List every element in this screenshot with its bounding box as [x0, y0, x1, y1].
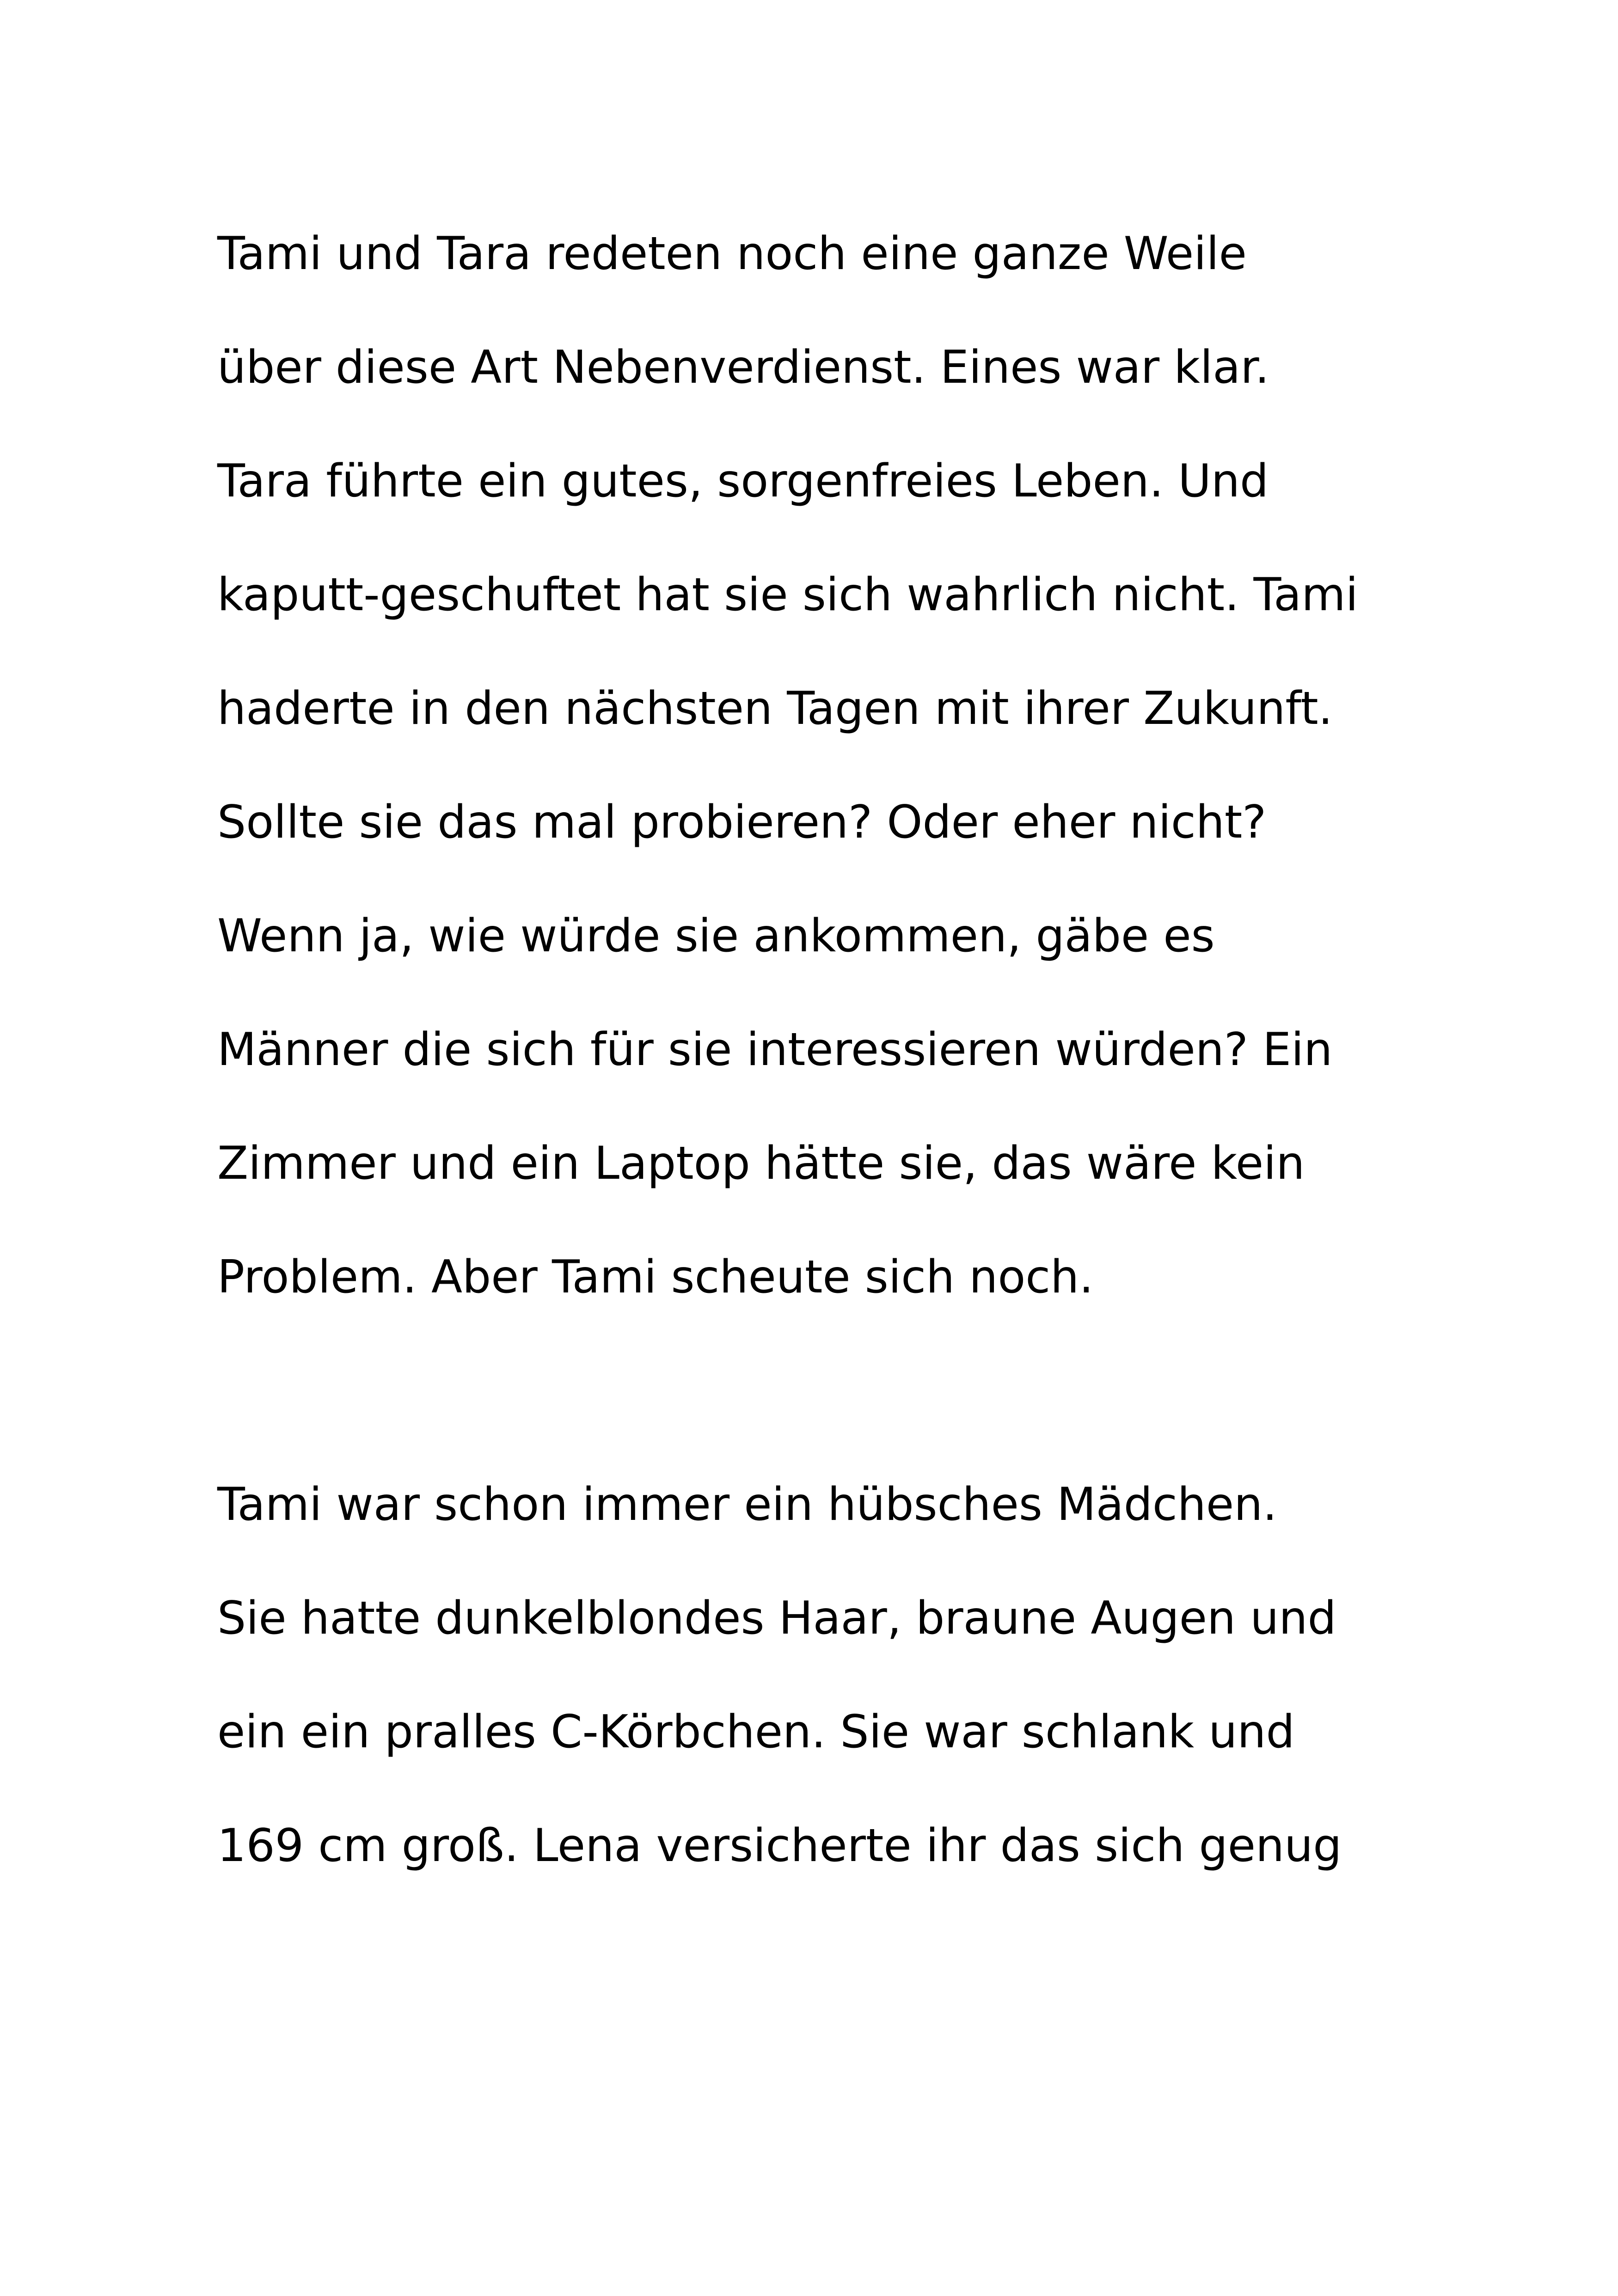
text-line: Männer die sich für sie interessieren würden? Ein [217, 1023, 1333, 1076]
text-line: Tami war schon immer ein hübsches Mädchen. [217, 1478, 1277, 1531]
text-line: Tara führte ein gutes, sorgenfreies Leben. Und [217, 455, 1269, 508]
text-line: kaputt-geschuftet hat sie sich wahrlich nicht. Tami [217, 569, 1358, 621]
text-line: ein ein pralles C-Körbchen. Sie war schlank und [217, 1706, 1295, 1758]
text-line: Problem. Aber Tami scheute sich noch. [217, 1251, 1094, 1304]
text-line: 169 cm groß. Lena versicherte ihr das sich genug [217, 1819, 1342, 1872]
text-line: Sie hatte dunkelblondes Haar, braune Augen und [217, 1592, 1336, 1645]
text-line: Zimmer und ein Laptop hätte sie, das wäre kein [217, 1137, 1305, 1190]
text-line: Tami und Tara redeten noch eine ganze Weile [217, 227, 1247, 280]
text-line: Sollte sie das mal probieren? Oder eher nicht? [217, 796, 1267, 849]
text-line: über diese Art Nebenverdienst. Eines war klar. [217, 341, 1269, 394]
text-line: Wenn ja, wie würde sie ankommen, gäbe es [217, 910, 1215, 962]
text-line: haderte in den nächsten Tagen mit ihrer Zukunft. [217, 682, 1333, 735]
